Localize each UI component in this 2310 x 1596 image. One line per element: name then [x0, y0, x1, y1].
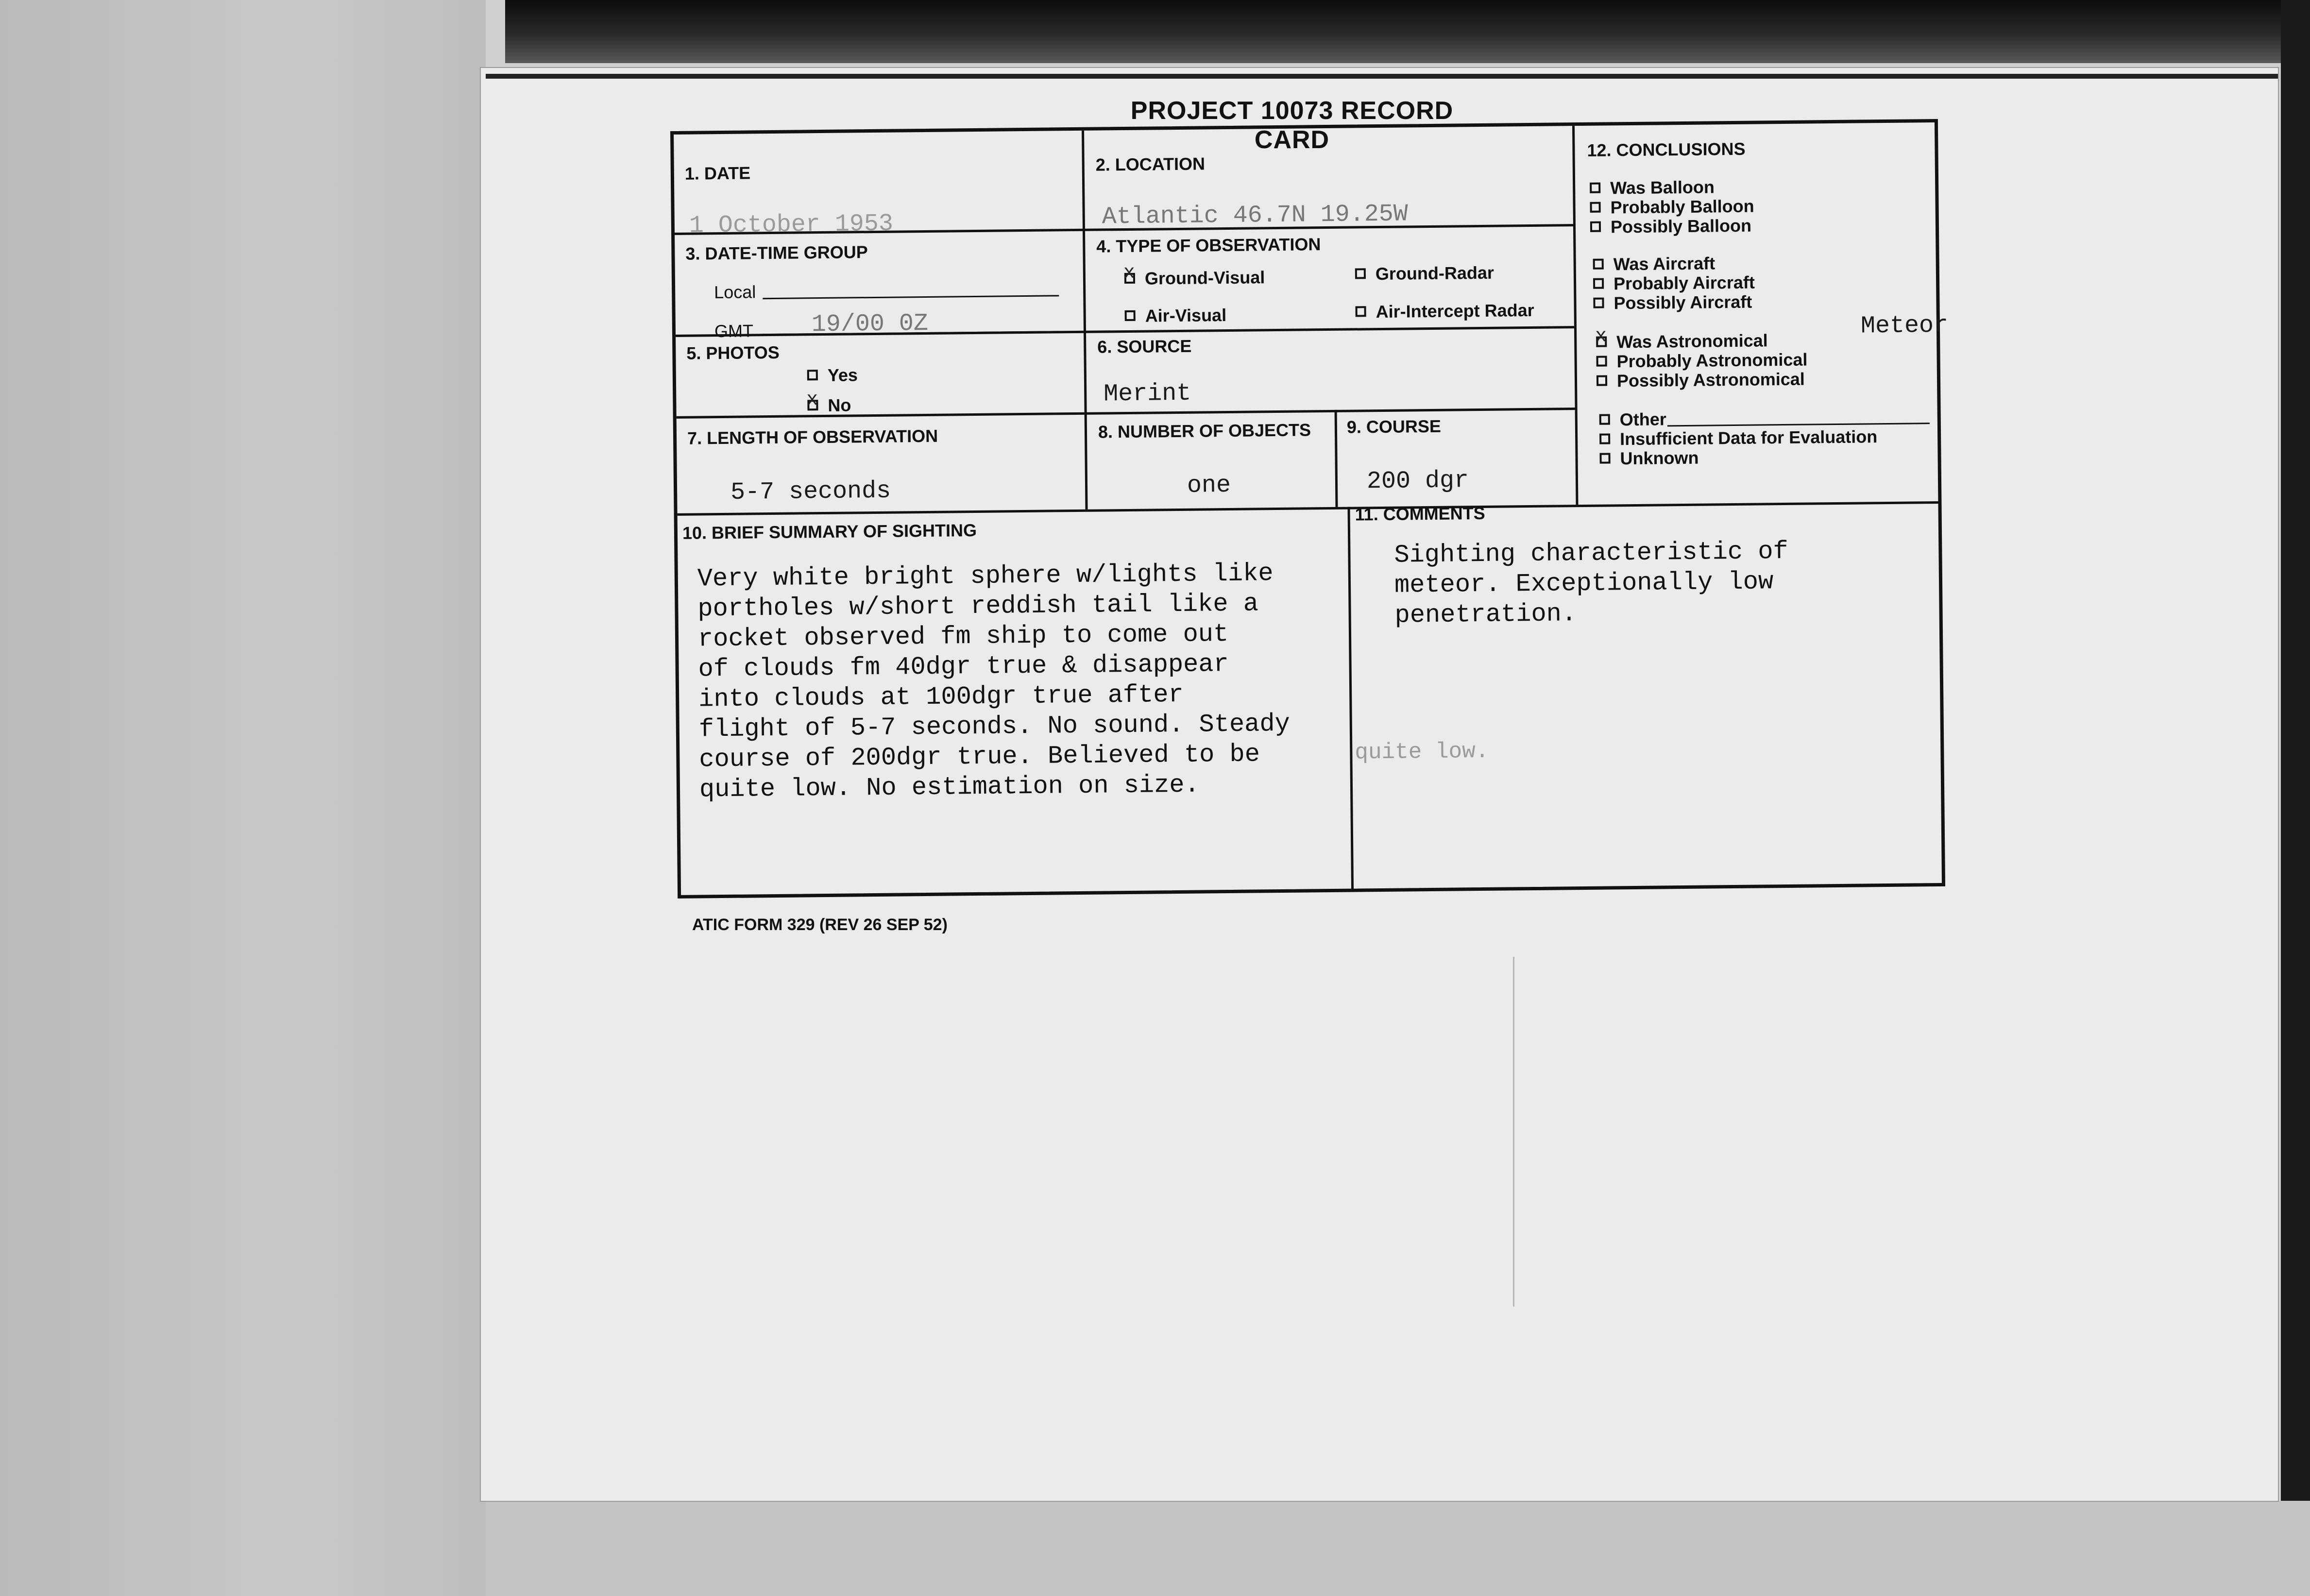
type-of-observation-label: 4. TYPE OF OBSERVATION	[1096, 234, 1321, 256]
checkbox-icon	[1599, 453, 1610, 464]
checkbox-icon	[1590, 183, 1600, 193]
number-of-objects-value: one	[1187, 471, 1231, 500]
checkbox-icon	[1590, 221, 1601, 232]
conclusion-was-astronomical: xWas Astronomical	[1596, 330, 1768, 352]
conclusion-possibly-balloon: Possibly Balloon	[1590, 216, 1751, 238]
summary-line: course of 200dgr true. Believed to be	[699, 740, 1260, 774]
summary-overstrike: quite low.	[1355, 738, 1489, 765]
number-of-objects-label: 8. NUMBER OF OBJECTS	[1098, 420, 1311, 442]
location-label: 2. LOCATION	[1095, 153, 1206, 175]
conclusion-was-aircraft: Was Aircraft	[1593, 253, 1716, 274]
observation-option-air-intercept-radar: Air-Intercept Radar	[1355, 300, 1534, 323]
checkbox-icon	[1593, 278, 1604, 289]
photos-option-yes: Yes	[807, 365, 858, 386]
summary-label: 10. BRIEF SUMMARY OF SIGHTING	[682, 520, 977, 543]
comments-line: penetration.	[1394, 599, 1577, 630]
conclusion-probably-astronomical: Probably Astronomical	[1596, 350, 1807, 372]
column-divider	[1347, 507, 1354, 890]
length-of-observation-label: 7. LENGTH OF OBSERVATION	[687, 425, 938, 448]
checkbox-icon	[1599, 414, 1610, 425]
summary-line: portholes w/short reddish tail like a	[697, 589, 1259, 624]
course-label: 9. COURSE	[1346, 416, 1442, 437]
form-number: ATIC FORM 329 (REV 26 SEP 52)	[692, 916, 948, 934]
summary-line: Very white bright sphere w/lights like	[697, 559, 1274, 594]
column-divider	[1082, 131, 1087, 509]
source-value: Merint	[1103, 379, 1191, 408]
checkbox-icon	[1124, 273, 1135, 284]
photos-label: 5. PHOTOS	[686, 342, 780, 363]
row-divider	[676, 326, 1574, 337]
checkbox-icon	[1125, 310, 1136, 321]
scan-artifact	[1513, 957, 1514, 1307]
column-divider	[1572, 126, 1578, 505]
summary-line: into clouds at 100dgr true after	[698, 680, 1184, 714]
summary-line: quite low. No estimation on size.	[699, 770, 1200, 804]
conclusion-possibly-astronomical: Possibly Astronomical	[1597, 369, 1805, 391]
card-title: PROJECT 10073 RECORD CARD	[1130, 97, 1454, 154]
observation-option-air-visual: Air-Visual	[1124, 305, 1226, 326]
checkbox-icon	[1597, 356, 1607, 367]
date-time-group-label: 3. DATE-TIME GROUP	[685, 242, 868, 264]
conclusion-probably-aircraft: Probably Aircraft	[1593, 272, 1755, 294]
summary-line: rocket observed fm ship to come out	[697, 620, 1229, 654]
card-top-edge	[486, 74, 2278, 79]
conclusion-unknown: Unknown	[1599, 448, 1699, 469]
location-value: Atlantic 46.7N 19.25W	[1102, 200, 1409, 231]
other-line	[1667, 423, 1930, 426]
local-line	[763, 295, 1059, 299]
checkbox-icon	[1593, 259, 1604, 270]
scan-background-left	[0, 0, 486, 1596]
gmt-value: 19/00 0Z	[811, 309, 929, 339]
local-label: Local	[713, 282, 756, 303]
record-form	[670, 119, 1949, 899]
scan-background-bottom	[486, 1501, 2310, 1596]
conclusion-probably-balloon: Probably Balloon	[1590, 196, 1754, 218]
photos-option-no: xNo	[807, 395, 851, 416]
checkbox-icon	[807, 370, 818, 381]
conclusion-other: Other	[1599, 409, 1666, 430]
summary-line: of clouds fm 40dgr true & disappear	[698, 650, 1229, 684]
conclusion-was-balloon: Was Balloon	[1590, 177, 1715, 198]
comments-line: Sighting characteristic of	[1394, 537, 1789, 570]
length-of-observation-value: 5-7 seconds	[730, 477, 891, 507]
checkbox-icon	[1355, 269, 1366, 279]
checkbox-icon	[1597, 375, 1607, 386]
comments-label: 11. COMMENTS	[1355, 503, 1485, 525]
scan-background-right	[2281, 0, 2310, 1596]
checkbox-icon	[1356, 306, 1366, 317]
checkbox-icon	[1596, 337, 1607, 347]
comments-text	[1394, 537, 1789, 631]
conclusion-possibly-aircraft: Possibly Aircraft	[1593, 292, 1752, 314]
observation-option-ground-visual: xGround-Visual	[1124, 267, 1265, 289]
scan-background-top	[505, 0, 2310, 63]
date-value: 1 October 1953	[689, 210, 894, 240]
observation-option-ground-radar: Ground-Radar	[1355, 263, 1494, 285]
date-label: 1. DATE	[684, 163, 751, 184]
conclusions-annotation: Meteor	[1860, 311, 1949, 340]
column-divider	[1335, 410, 1338, 507]
summary-line: flight of 5-7 seconds. No sound. Steady	[698, 709, 1291, 744]
checkbox-icon	[1599, 434, 1610, 444]
gmt-label: GMT	[714, 321, 754, 341]
checkbox-icon	[1590, 202, 1600, 213]
conclusions-label: 12. CONCLUSIONS	[1587, 138, 1746, 160]
summary-text	[697, 559, 1291, 805]
source-label: 6. SOURCE	[1097, 336, 1192, 357]
checkbox-icon	[1593, 298, 1604, 308]
checkbox-icon	[807, 400, 818, 411]
course-value: 200 dgr	[1366, 467, 1469, 496]
comments-line: meteor. Exceptionally low	[1394, 567, 1774, 600]
conclusion-insufficient-data: Insufficient Data for Evaluation	[1599, 426, 1877, 449]
